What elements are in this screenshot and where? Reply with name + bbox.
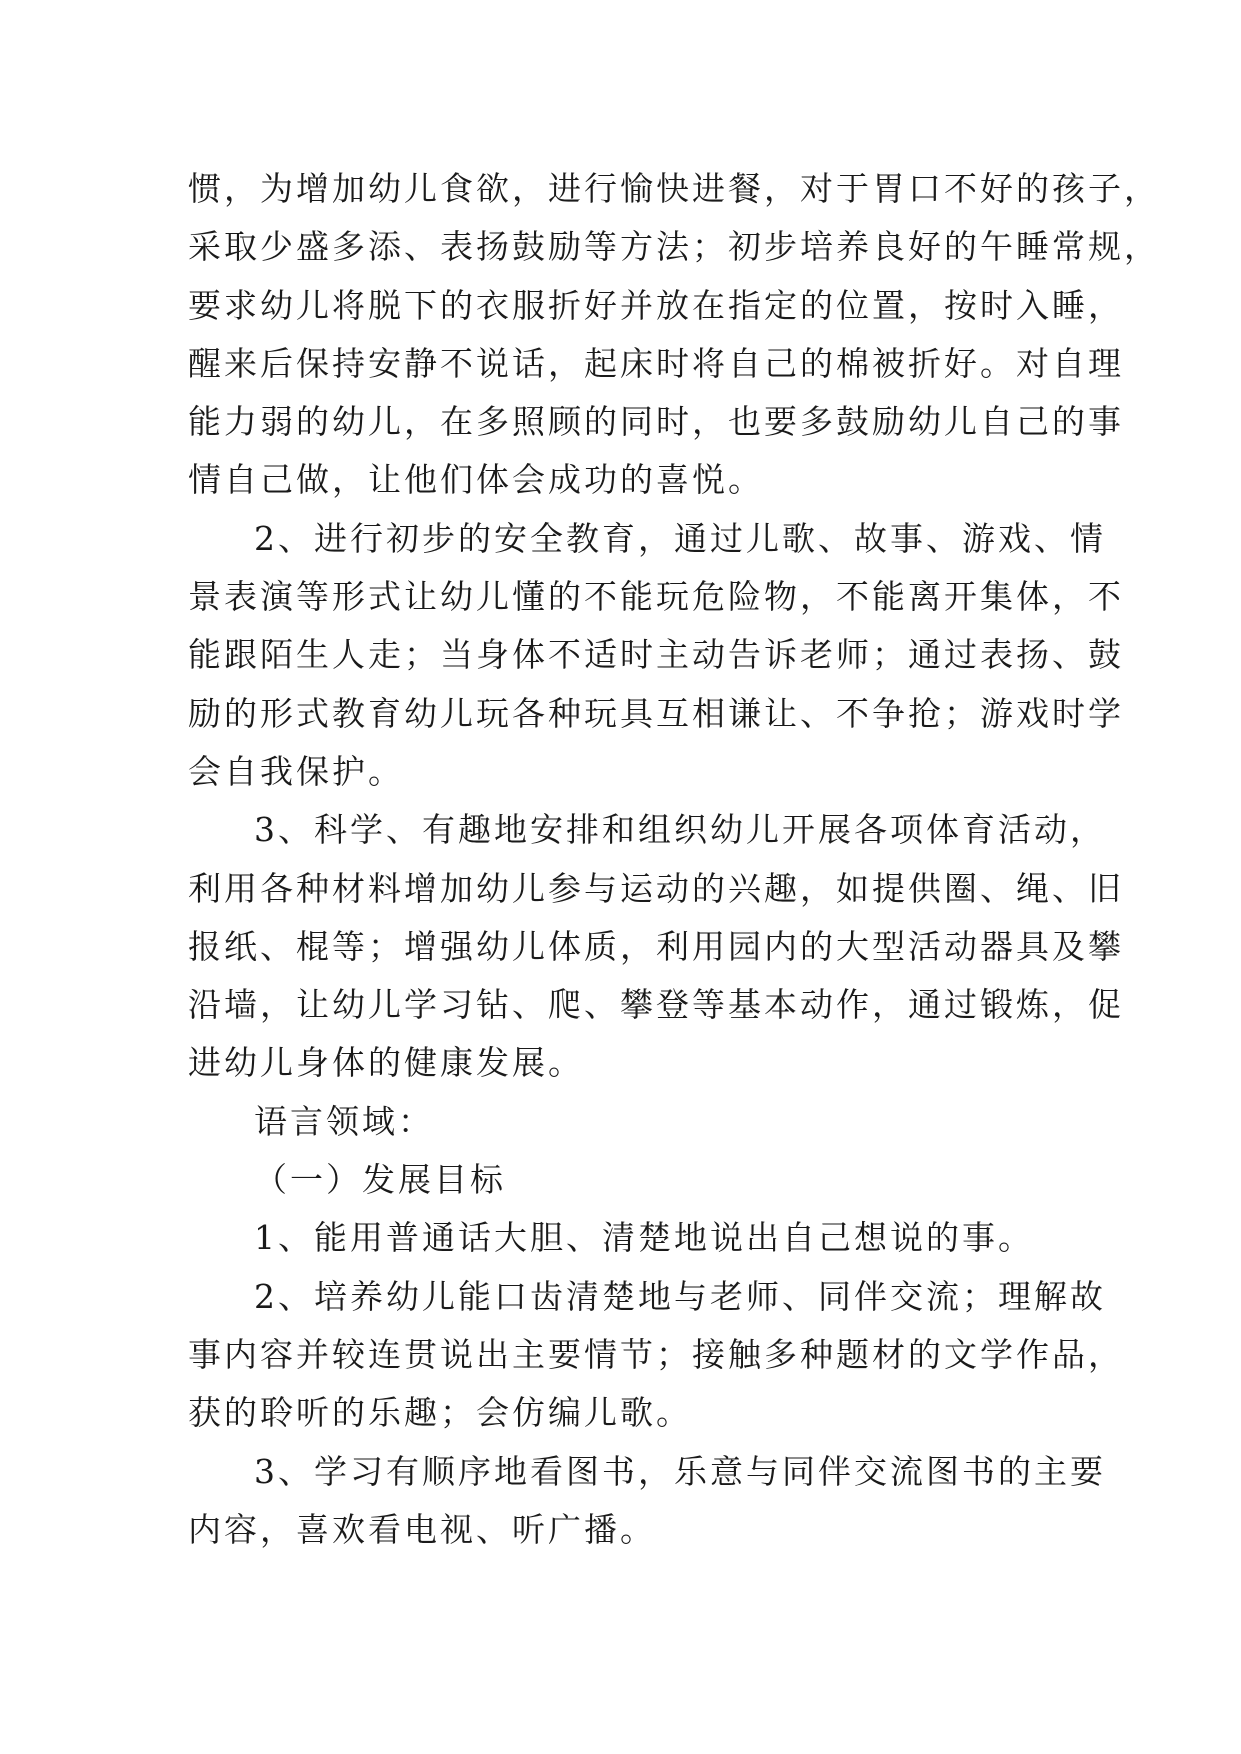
paragraph-goals-heading <box>188 1151 1064 1209</box>
text-line: 励的形式教育幼儿玩各种玩具互相谦让、不争抢；游戏时学 <box>188 693 1124 733</box>
paragraph-self-care <box>188 160 1160 510</box>
document-body <box>188 160 1160 1559</box>
text-line: （一）发展目标 <box>254 1160 506 1200</box>
text-line: 进幼儿身体的健康发展。 <box>188 1043 584 1083</box>
paragraph-goal-2 <box>188 1268 1124 1443</box>
paragraph-safety <box>188 510 1124 801</box>
text-line: 能力弱的幼儿，在多照顾的同时，也要多鼓励幼儿自己的事 <box>188 402 1124 442</box>
text-line: 会自我保护。 <box>188 751 404 791</box>
paragraph-sports <box>188 801 1124 1092</box>
text-line: 要求幼儿将脱下的衣服折好并放在指定的位置，按时入睡， <box>188 285 1124 325</box>
paragraph-goal-1 <box>188 1209 1064 1267</box>
text-line: 醒来后保持安静不说话，起床时将自己的棉被折好。对自理 <box>188 343 1124 383</box>
text-line: 采取少盛多添、表扬鼓励等方法；初步培养良好的午睡常规， <box>188 227 1160 267</box>
text-line: 1、能用普通话大胆、清楚地说出自己想说的事。 <box>254 1218 1034 1258</box>
text-line: 惯，为增加幼儿食欲，进行愉快进餐，对于胃口不好的孩子， <box>188 169 1160 208</box>
text-line: 2、进行初步的安全教育，通过儿歌、故事、游戏、情 <box>254 518 1106 558</box>
text-line: 语言领域： <box>254 1101 434 1141</box>
text-line: 沿墙，让幼儿学习钻、爬、攀登等基本动作，通过锻炼，促 <box>188 985 1124 1025</box>
paragraph-goal-3 <box>188 1443 1106 1560</box>
text-line: 内容，喜欢看电视、听广播。 <box>188 1509 656 1549</box>
text-line: 景表演等形式让幼儿懂的不能玩危险物，不能离开集体，不 <box>188 577 1124 617</box>
text-line: 3、学习有顺序地看图书，乐意与同伴交流图书的主要 <box>254 1451 1106 1491</box>
text-line: 利用各种材料增加幼儿参与运动的兴趣，如提供圈、绳、旧 <box>188 868 1124 908</box>
text-line: 报纸、棍等；增强幼儿体质，利用园内的大型活动器具及攀 <box>188 926 1124 966</box>
text-line: 2、培养幼儿能口齿清楚地与老师、同伴交流；理解故 <box>254 1276 1106 1316</box>
text-line: 事内容并较连贯说出主要情节；接触多种题材的文学作品， <box>188 1334 1124 1374</box>
text-line: 3、科学、有趣地安排和组织幼儿开展各项体育活动， <box>254 810 1106 850</box>
text-line: 能跟陌生人走；当身体不适时主动告诉老师；通过表扬、鼓 <box>188 635 1124 675</box>
text-line: 情自己做，让他们体会成功的喜悦。 <box>188 460 764 500</box>
paragraph-language-heading <box>188 1093 1064 1151</box>
text-line: 获的聆听的乐趣；会仿编儿歌。 <box>188 1393 692 1433</box>
